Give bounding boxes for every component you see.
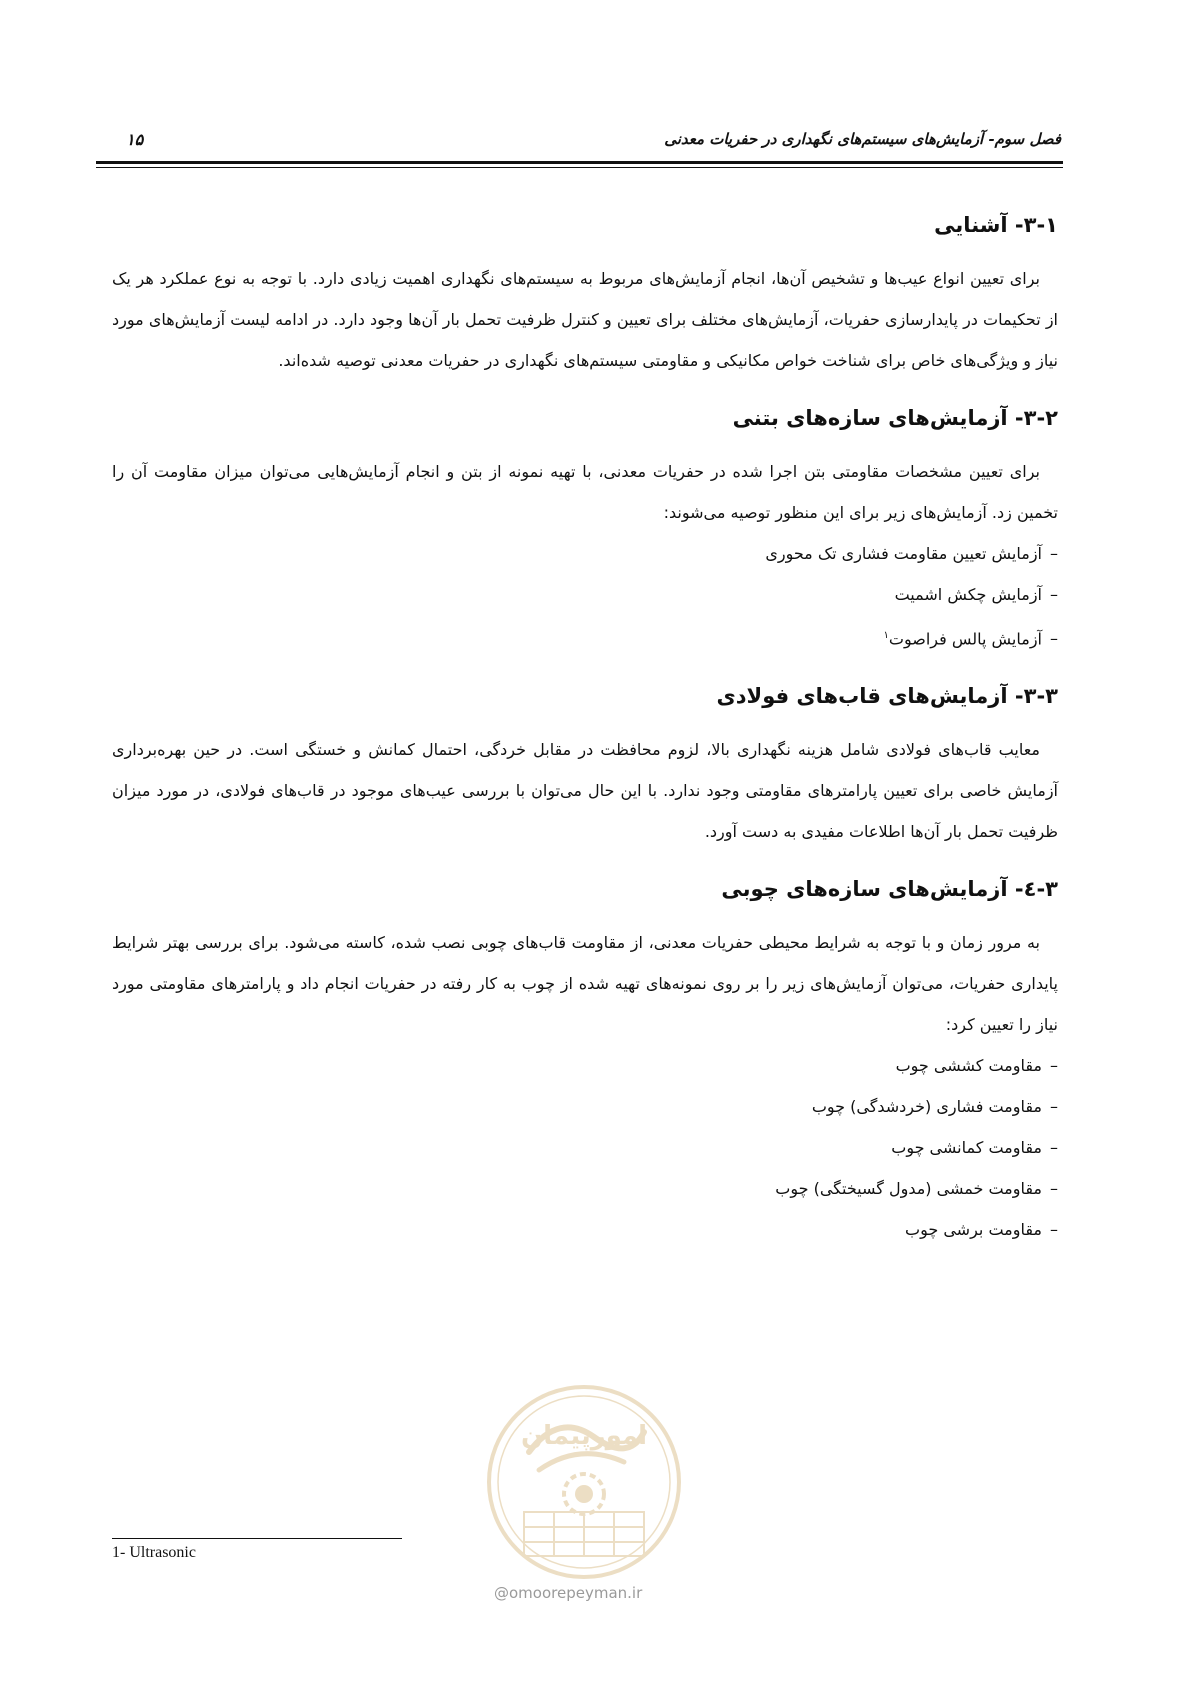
list-dash: –: [1050, 585, 1058, 604]
list-dash: –: [1050, 629, 1058, 649]
section-timber-structures: [112, 874, 1058, 1250]
timber-tests-list: [112, 1045, 1058, 1250]
list-item: [112, 1086, 1058, 1127]
section-paragraph: به مرور زمان و با توجه به شرایط محیطی حفریات معدنی، از مقاومت قاب‌های چوبی نصب شده، کاسته می‌شود. برای بررسی بهتر شرایط پایداری حفریات، می‌توان آزمایش‌های زیر را بر روی نمونه‌های تهیه شده از چوب به کار رفته در حفریات انجام داد و پارامترهای مقاومتی مورد نیاز را تعیین کرد:: [112, 933, 1058, 1035]
list-dash: –: [1050, 544, 1058, 563]
page-number: ۱۵: [126, 130, 144, 149]
running-title: فصل سوم- آزمایش‌های سیستم‌های نگهداری در حفریات معدنی: [664, 130, 1061, 148]
section-heading: ۳-۳- آزمایش‌های قاب‌های فولادی: [716, 684, 1058, 709]
section-introduction: [112, 210, 1058, 381]
section-heading: ۳-۱- آشنایی: [934, 213, 1058, 237]
list-dash: –: [1050, 1220, 1058, 1240]
list-item: [112, 1045, 1058, 1086]
footnote: 1- Ultrasonic: [112, 1544, 196, 1561]
watermark-url-prefix: @: [494, 1584, 509, 1602]
list-dash: –: [1050, 1056, 1058, 1076]
section-concrete-tests: [112, 403, 1058, 659]
watermark-text: امورپیمان: [520, 1421, 648, 1451]
list-item-text: مقاومت برشی چوب: [905, 1220, 1042, 1240]
watermark-url: [494, 1584, 642, 1602]
section-paragraph: معایب قاب‌های فولادی شامل هزینه نگهداری بالا، لزوم محافظت در مقابل خردگی، احتمال کمانش و خستگی است. در حین بهره‌برداری آزمایش خاصی برای تعیین پارامترهای مقاومتی وجود ندارد. با این حال می‌توان با بررسی عیب‌های موجود در قاب‌های فولادی، در مورد میزان ظرفیت تحمل بار آن‌ها اطلاعات مفیدی به دست آورد.: [112, 740, 1058, 842]
list-item-text: آزمایش چکش اشمیت: [894, 585, 1042, 604]
list-item: [112, 1209, 1058, 1250]
section-steel-frames: [112, 681, 1058, 852]
list-dash: –: [1050, 1138, 1058, 1158]
concrete-tests-list: [112, 533, 1058, 659]
section-paragraph: برای تعیین مشخصات مقاومتی بتن اجرا شده در حفریات معدنی، با تهیه نمونه از بتن و انجام آزمایش‌هایی می‌توان میزان مقاومت آن را تخمین زد. آزمایش‌های زیر برای این منظور توصیه می‌شوند:: [112, 462, 1058, 522]
list-item-text: آزمایش تعیین مقاومت فشاری تک محوری: [765, 544, 1042, 563]
footnote-rule: [112, 1538, 402, 1539]
list-item: [112, 533, 1058, 574]
footnote-marker: ۱: [883, 630, 889, 641]
running-header: [96, 130, 1061, 156]
list-item: [112, 1127, 1058, 1168]
header-rule-thick: [96, 161, 1063, 164]
section-heading: ۳-٤- آزمایش‌های سازه‌های چوبی: [721, 877, 1058, 902]
header-rule-thin: [96, 167, 1063, 168]
list-item-text: مقاومت فشاری (خردشدگی) چوب: [811, 1097, 1042, 1117]
list-item: [112, 615, 1058, 659]
section-paragraph: برای تعیین انواع عیب‌ها و تشخیص آن‌ها، انجام آزمایش‌های مربوط به سیستم‌های نگهداری اهمیت زیادی دارد. با توجه به نوع عملکرد هر یک از تحکیمات در پایدارسازی حفریات، آزمایش‌های مختلف برای تعیین و کنترل ظرفیت تحمل بار آن‌ها وجود دارد. در ادامه لیست آزمایش‌های مورد نیاز و ویژگی‌های خاص برای شناخت خواص مکانیکی و مقاومتی سیستم‌های نگهداری در حفریات معدنی توصیه شده‌اند.: [112, 269, 1058, 370]
list-item-text: آزمایش پالس فراصوت: [888, 629, 1042, 649]
list-item-text: مقاومت خمشی (مدول گسیختگی) چوب: [775, 1179, 1042, 1199]
list-item: [112, 1168, 1058, 1209]
list-item-text: مقاومت کششی چوب: [895, 1056, 1042, 1076]
list-dash: –: [1050, 1179, 1058, 1199]
list-item: [112, 574, 1058, 615]
watermark-url-text: omoorepeyman.ir: [509, 1584, 643, 1602]
list-dash: –: [1050, 1097, 1058, 1117]
watermark-logo: [484, 1382, 684, 1582]
section-heading: ۳-۲- آزمایش‌های سازه‌های بتنی: [732, 406, 1058, 430]
list-item-text: مقاومت کمانشی چوب: [891, 1138, 1042, 1158]
page-content: [112, 210, 1058, 1250]
